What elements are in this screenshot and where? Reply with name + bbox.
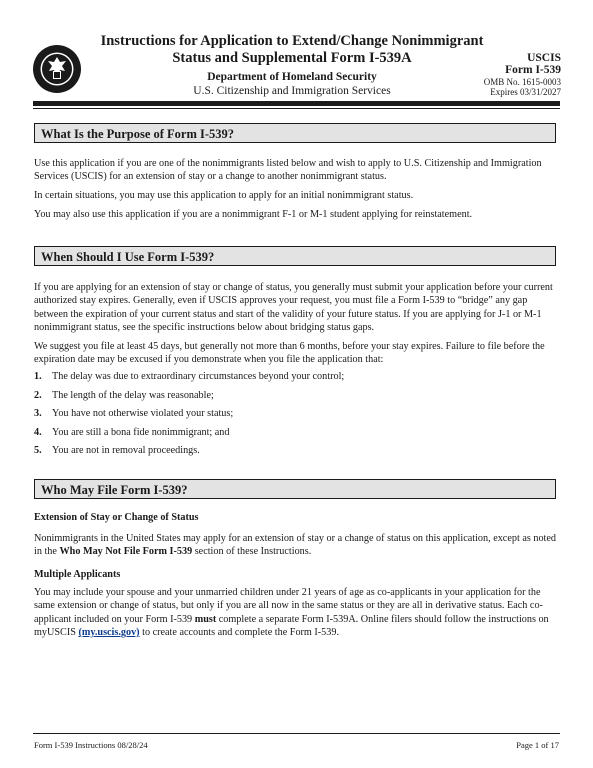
purpose-paragraph-1: Use this application if you are one of the nonimmigrants listed below and wish to apply to U.S. Citizenship and Immigration Services (USCIS) for an extension of stay or a change to another nonimmigrant status.: [34, 158, 542, 183]
purpose-paragraph-2: In certain situations, you may use this application to apply for an initial nonimmigrant status.: [34, 190, 414, 201]
footer-page-number: Page 1 of 17: [516, 740, 559, 750]
section-heading-when: When Should I Use Form I-539?: [34, 246, 556, 266]
form-number: Form I-539: [505, 64, 561, 76]
purpose-paragraph-3: You may also use this application if you are a nonimmigrant F-1 or M-1 student applying for reinstatement.: [34, 209, 473, 220]
agency-name: U.S. Citizenship and Immigration Services: [193, 85, 391, 97]
subheading-multiple-applicants: Multiple Applicants: [34, 569, 121, 580]
document-title-line-1: Instructions for Application to Extend/Change Nonimmigrant: [100, 33, 484, 49]
header-divider-thick: [33, 101, 560, 106]
list-item: 4. You are still a bona fide nonimmigrant; and: [34, 427, 230, 438]
when-paragraph-1: If you are applying for an extension of stay or change of status, you generally must submit your application before your current authorized stay expires. Generally, even if USCIS approves your request, you must file a Form I-539 to “bridge” any gap between the expiration of your current status and start of the validity of your future status. If you are applying for J-1 or M-1 nonimmigrant status, see the specific instructions below about bridging status gaps.: [34, 282, 553, 334]
section-heading-purpose: What Is the Purpose of Form I-539?: [34, 123, 556, 143]
when-paragraph-2: We suggest you file at least 45 days, but generally not more than 6 months, before your stay expires. Failure to file before the expiration date may be excused if you demonstrate when you file the application that:: [34, 341, 545, 366]
department-name: Department of Homeland Security: [207, 71, 377, 83]
footer-divider: [33, 733, 560, 734]
header-divider-thin: [33, 108, 560, 109]
agency-short-name: USCIS: [527, 52, 561, 64]
subheading-extension: Extension of Stay or Change of Status: [34, 512, 199, 523]
who-paragraph-1: Nonimmigrants in the United States may apply for an extension of stay or a change of status on this application, except as noted in the Who May Not File Form I-539 section of these Instructions.: [34, 533, 556, 558]
expiration-date: Expires 03/31/2027: [490, 87, 561, 97]
myuscis-link[interactable]: (my.uscis.gov): [78, 627, 140, 639]
list-item: 2. The length of the delay was reasonable;: [34, 390, 214, 401]
section-heading-who: Who May File Form I-539?: [34, 479, 556, 499]
dhs-seal-icon: [32, 44, 82, 94]
who-paragraph-2: You may include your spouse and your unmarried children under 21 years of age as co-applicants in your application for the same extension or change of status, but only if you are all now in the same status or they are all in derivative status. Each co-applicant included on your Form I-539 must complete a separate Form I-539A. Online filers should follow the instructions on myUSCIS (my.uscis.gov) to create accounts and complete the Form I-539.: [34, 587, 549, 639]
list-item: 3. You have not otherwise violated your status;: [34, 408, 234, 419]
list-item: 5. You are not in removal proceedings.: [34, 445, 200, 456]
list-item: 1. The delay was due to extraordinary circumstances beyond your control;: [34, 371, 345, 382]
omb-number: OMB No. 1615-0003: [483, 77, 561, 87]
footer-form-edition: Form I-539 Instructions 08/28/24: [34, 740, 148, 750]
document-title-line-2: Status and Supplemental Form I-539A: [172, 50, 412, 66]
